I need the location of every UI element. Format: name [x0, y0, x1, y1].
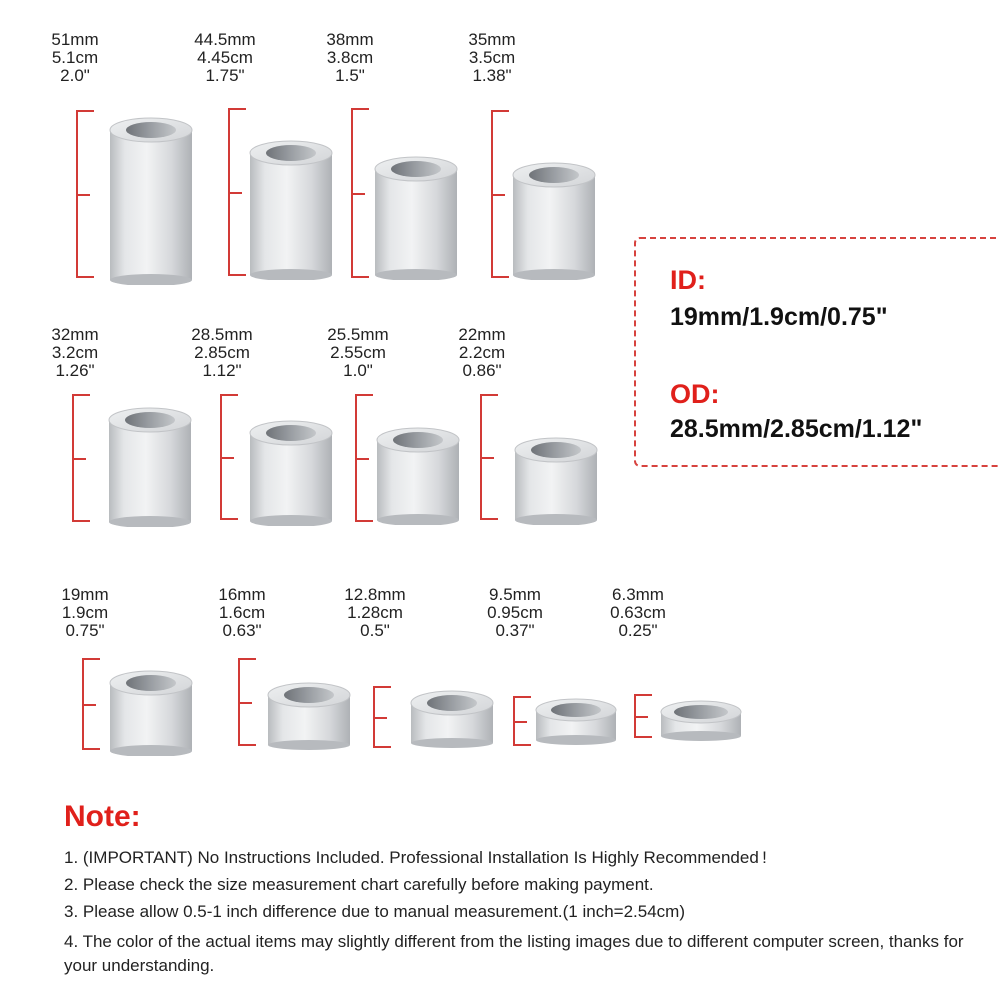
height-bracket: [228, 108, 248, 276]
size-label: [325, 586, 425, 640]
size-label: [35, 586, 135, 640]
size-label: [25, 326, 125, 380]
spacer-image: [266, 680, 352, 750]
height-bracket: [351, 108, 371, 278]
size-cm: 3.8cm: [326, 48, 374, 67]
size-label: [172, 326, 272, 380]
size-inch: 1.26": [55, 361, 95, 380]
size-mm: 35mm: [468, 30, 516, 49]
size-cm: 2.2cm: [458, 343, 506, 362]
size-label: [175, 31, 275, 85]
size-inch: 1.38": [472, 66, 512, 85]
height-bracket: [480, 394, 500, 520]
height-bracket: [220, 394, 240, 520]
size-cm: 4.45cm: [197, 48, 253, 67]
height-bracket: [634, 694, 654, 738]
height-bracket: [72, 394, 92, 522]
spacer-image: [108, 115, 194, 285]
size-mm: 44.5mm: [194, 30, 256, 49]
note-line: 3. Please allow 0.5-1 inch difference due to manual measurement.(1 inch=2.54cm): [64, 902, 686, 921]
spacer-image: [659, 698, 743, 744]
size-mm: 51mm: [51, 30, 99, 49]
spacer-image: [513, 435, 599, 525]
size-cm: 2.55cm: [330, 343, 386, 362]
size-mm: 22mm: [458, 325, 506, 344]
spacer-image: [248, 138, 334, 280]
size-label: [588, 586, 688, 640]
size-label: [442, 31, 542, 85]
size-cm: 3.2cm: [51, 343, 99, 362]
height-bracket: [513, 696, 533, 746]
size-mm: 28.5mm: [191, 325, 253, 344]
height-bracket: [82, 658, 102, 750]
id-label: ID:: [670, 265, 706, 295]
size-inch: 0.5": [360, 621, 390, 640]
id-value: 19mm/1.9cm/0.75": [670, 303, 888, 331]
height-bracket: [355, 394, 375, 522]
size-inch: 1.5": [335, 66, 365, 85]
spacer-image: [248, 418, 334, 526]
size-cm: 1.9cm: [61, 603, 109, 622]
note-line: 1. (IMPORTANT) No Instructions Included. Professional Installation Is Highly Recommended !: [64, 848, 767, 867]
size-mm: 32mm: [51, 325, 99, 344]
size-cm: 0.95cm: [487, 603, 543, 622]
size-label: [465, 586, 565, 640]
spacer-image: [107, 405, 193, 527]
spacer-image: [373, 154, 459, 280]
height-bracket: [373, 686, 393, 748]
size-label: [25, 31, 125, 85]
spacer-image: [511, 160, 597, 280]
size-inch: 0.25": [618, 621, 658, 640]
size-mm: 19mm: [61, 585, 109, 604]
size-mm: 38mm: [326, 30, 374, 49]
size-inch: 0.63": [222, 621, 262, 640]
size-cm: 5.1cm: [51, 48, 99, 67]
spacer-image: [108, 668, 194, 756]
note-line: 2. Please check the size measurement chart carefully before making payment.: [64, 875, 654, 894]
size-label: [308, 326, 408, 380]
size-mm: 9.5mm: [489, 585, 541, 604]
size-inch: 2.0": [60, 66, 90, 85]
height-bracket: [238, 658, 258, 746]
size-label: [432, 326, 532, 380]
height-bracket: [491, 110, 511, 278]
size-label: [300, 31, 400, 85]
od-value: 28.5mm/2.85cm/1.12": [670, 415, 923, 443]
size-inch: 1.0": [343, 361, 373, 380]
size-cm: 0.63cm: [610, 603, 666, 622]
size-cm: 2.85cm: [194, 343, 250, 362]
id-od-spec-box: [634, 237, 1000, 467]
size-inch: 0.75": [65, 621, 105, 640]
size-mm: 25.5mm: [327, 325, 389, 344]
size-mm: 12.8mm: [344, 585, 406, 604]
spacer-image: [375, 425, 461, 525]
height-bracket: [76, 110, 96, 278]
od-label: OD:: [670, 379, 720, 409]
size-label: [192, 586, 292, 640]
size-inch: 0.86": [462, 361, 502, 380]
size-mm: 6.3mm: [612, 585, 664, 604]
note-title: Note:: [64, 800, 141, 833]
size-cm: 3.5cm: [468, 48, 516, 67]
size-inch: 0.37": [495, 621, 535, 640]
note-line: 4. The color of the actual items may slightly different from the listing images due to different computer screen, thanks for your understanding.: [64, 932, 964, 975]
spacer-image: [409, 688, 495, 748]
size-inch: 1.12": [202, 361, 242, 380]
size-inch: 1.75": [205, 66, 245, 85]
spacer-image: [534, 696, 618, 746]
size-cm: 1.28cm: [347, 603, 403, 622]
size-cm: 1.6cm: [218, 603, 266, 622]
size-mm: 16mm: [218, 585, 266, 604]
